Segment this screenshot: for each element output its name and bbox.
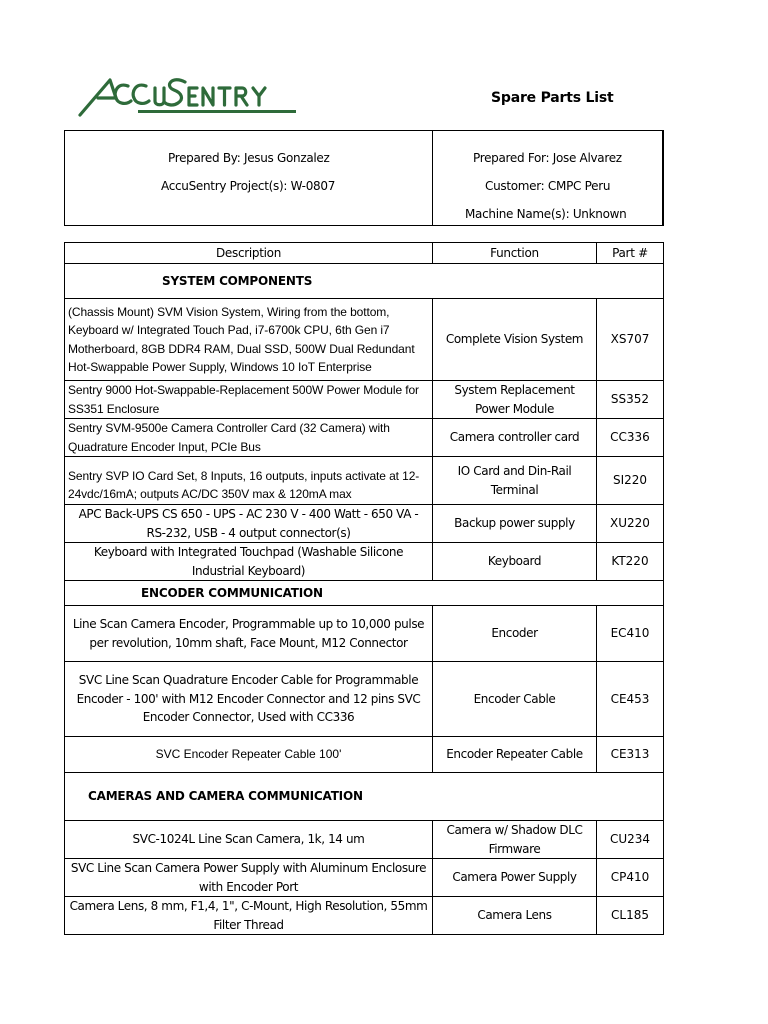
table-row bbox=[65, 299, 664, 381]
section-row bbox=[65, 773, 664, 821]
cell-part: SI220 bbox=[597, 457, 664, 505]
document-title: Spare Parts List bbox=[491, 90, 614, 106]
section-row bbox=[65, 264, 664, 299]
header-description: Description bbox=[65, 243, 433, 264]
cell-part: KT220 bbox=[597, 543, 664, 581]
cell-function: Camera controller card bbox=[433, 419, 597, 457]
cell-function: IO Card and Din-Rail Terminal bbox=[433, 457, 597, 505]
cell-description: Sentry SVP IO Card Set, 8 Inputs, 16 outputs, inputs activate at 12-24vdc/16mA; outputs AC/DC 350V max & 120mA max bbox=[65, 457, 433, 505]
cell-part: XU220 bbox=[597, 505, 664, 543]
prepared-for: Prepared For: Jose Alvarez bbox=[473, 151, 622, 165]
cell-function: Complete Vision System bbox=[433, 299, 597, 381]
cell-function: Camera Power Supply bbox=[433, 859, 597, 897]
table-row bbox=[65, 897, 664, 935]
section-title: CAMERAS AND CAMERA COMMUNICATION bbox=[65, 773, 433, 821]
table-row bbox=[65, 381, 664, 419]
cell-function: Encoder Repeater Cable bbox=[433, 737, 597, 773]
cell-part: XS707 bbox=[597, 299, 664, 381]
table-row bbox=[65, 457, 664, 505]
cell-function: System Replacement Power Module bbox=[433, 381, 597, 419]
cell-description: Camera Lens, 8 mm, F1,4, 1", C-Mount, High Resolution, 55mm Filter Thread bbox=[65, 897, 433, 935]
section-title: ENCODER COMMUNICATION bbox=[65, 581, 433, 606]
cell-part: EC410 bbox=[597, 606, 664, 662]
cell-description: APC Back-UPS CS 650 - UPS - AC 230 V - 400 Watt - 650 VA - RS-232, USB - 4 output connector(s) bbox=[65, 505, 433, 543]
cell-function: Encoder bbox=[433, 606, 597, 662]
cell-description: Line Scan Camera Encoder, Programmable up to 10,000 pulse per revolution, 10mm shaft, Face Mount, M12 Connector bbox=[65, 606, 433, 662]
prepared-by: Prepared By: Jesus Gonzalez bbox=[168, 151, 330, 165]
table-row bbox=[65, 737, 664, 773]
cell-function: Camera Lens bbox=[433, 897, 597, 935]
cell-description: SVC Line Scan Quadrature Encoder Cable for Programmable Encoder - 100' with M12 Encoder Connector and 12 pins SVC Encoder Connector, Used with CC336 bbox=[65, 662, 433, 737]
info-box bbox=[64, 130, 664, 226]
info-divider bbox=[432, 131, 433, 225]
project: AccuSentry Project(s): W-0807 bbox=[161, 179, 336, 193]
table-row bbox=[65, 606, 664, 662]
cell-part: CP410 bbox=[597, 859, 664, 897]
cell-function: Encoder Cable bbox=[433, 662, 597, 737]
machine-name: Machine Name(s): Unknown bbox=[465, 207, 627, 221]
table-header-row bbox=[65, 243, 664, 264]
cell-description: Keyboard with Integrated Touchpad (Washable Silicone Industrial Keyboard) bbox=[65, 543, 433, 581]
spare-parts-table bbox=[64, 242, 664, 935]
table-row bbox=[65, 419, 664, 457]
table-row bbox=[65, 859, 664, 897]
header-function: Function bbox=[433, 243, 597, 264]
cell-description: SVC Encoder Repeater Cable 100' bbox=[65, 737, 433, 773]
cell-part: CE453 bbox=[597, 662, 664, 737]
cell-description: (Chassis Mount) SVM Vision System, Wiring from the bottom, Keyboard w/ Integrated Touch Pad, i7-6700k CPU, 6th Gen i7 Motherboard, 8GB DDR4 RAM, Dual SSD, 500W Dual Redundant Hot-Swappable Power Supply, Windows 10 IoT Enterprise bbox=[65, 299, 433, 381]
cell-part: CU234 bbox=[597, 821, 664, 859]
cell-function: Keyboard bbox=[433, 543, 597, 581]
cell-description: Sentry 9000 Hot-Swappable-Replacement 500W Power Module for SS351 Enclosure bbox=[65, 381, 433, 419]
cell-function: Camera w/ Shadow DLC Firmware bbox=[433, 821, 597, 859]
table-row bbox=[65, 821, 664, 859]
cell-part: CL185 bbox=[597, 897, 664, 935]
cell-part: CE313 bbox=[597, 737, 664, 773]
accusentry-logo bbox=[76, 72, 300, 120]
section-title: SYSTEM COMPONENTS bbox=[65, 264, 433, 299]
cell-part: SS352 bbox=[597, 381, 664, 419]
header-part: Part # bbox=[597, 243, 664, 264]
customer: Customer: CMPC Peru bbox=[485, 179, 611, 193]
table-row bbox=[65, 505, 664, 543]
table-row bbox=[65, 662, 664, 737]
section-row bbox=[65, 581, 664, 606]
cell-description: Sentry SVM-9500e Camera Controller Card (32 Camera) with Quadrature Encoder Input, PCIe Bus bbox=[65, 419, 433, 457]
cell-part: CC336 bbox=[597, 419, 664, 457]
table-row bbox=[65, 543, 664, 581]
cell-description: SVC-1024L Line Scan Camera, 1k, 14 um bbox=[65, 821, 433, 859]
cell-function: Backup power supply bbox=[433, 505, 597, 543]
cell-description: SVC Line Scan Camera Power Supply with Aluminum Enclosure with Encoder Port bbox=[65, 859, 433, 897]
